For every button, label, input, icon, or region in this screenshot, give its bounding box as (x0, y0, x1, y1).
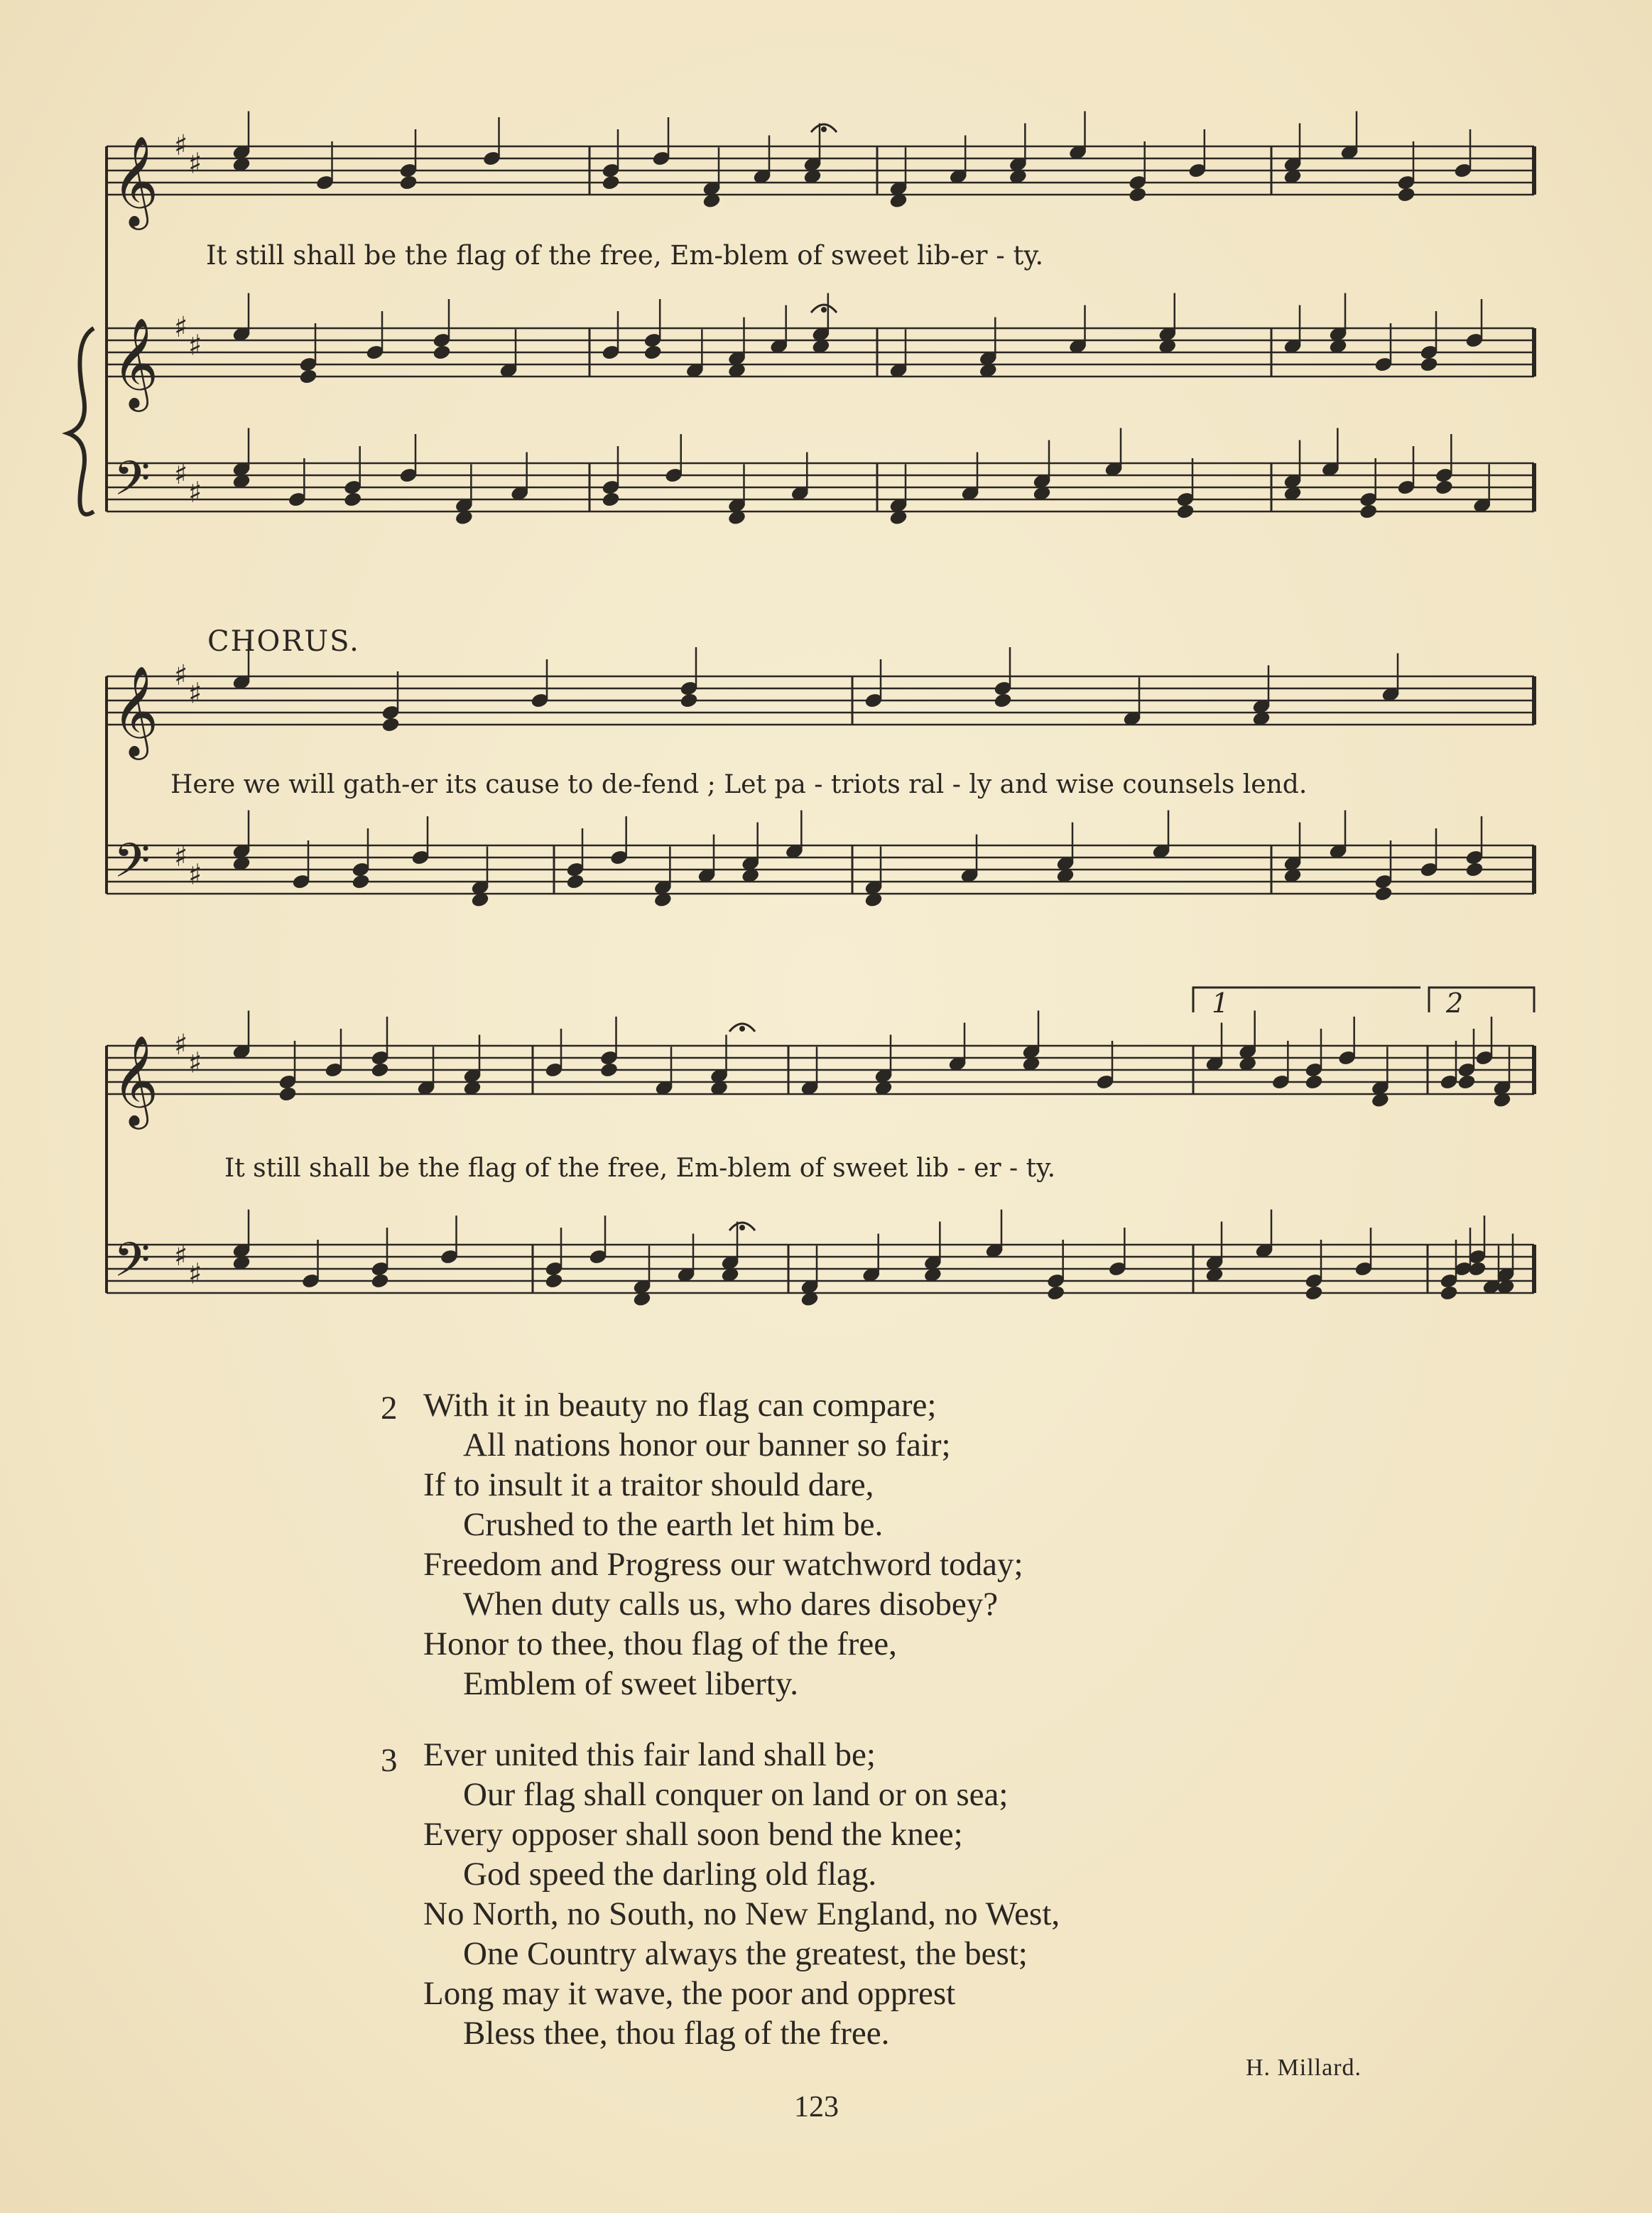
verse-line: With it in beauty no flag can compare; (423, 1387, 937, 1424)
verse-3 (381, 1735, 1307, 2053)
clefs (112, 129, 202, 1299)
brace (68, 124, 1534, 1293)
note-head (1465, 862, 1484, 878)
note-head (381, 717, 400, 733)
treble-clef-icon: 𝄞 (112, 1034, 159, 1125)
verse-line: When duty calls us, who dares disobey? (463, 1586, 999, 1623)
verse-line: If to insult it a traitor should dare, (423, 1466, 874, 1503)
fermata-dot (822, 308, 827, 313)
sharp-icon: ♯ (188, 1046, 202, 1080)
note-head (1457, 1074, 1476, 1091)
note-head (1305, 1285, 1323, 1302)
sharp-icon: ♯ (174, 129, 188, 162)
verse-line: Emblem of sweet liberty. (463, 1665, 799, 1702)
sharp-icon: ♯ (188, 858, 202, 892)
note-head (602, 175, 620, 191)
verse-line: No North, no South, no New England, no West, (423, 1895, 1060, 1932)
chorus-label: CHORUS. (207, 625, 360, 658)
notes (232, 112, 1515, 1307)
sharp-icon: ♯ (174, 311, 188, 344)
treble-clef-icon: 𝄞 (112, 665, 159, 756)
treble-clef-icon: 𝄞 (112, 135, 159, 226)
treble-clef-icon: 𝄞 (112, 317, 159, 408)
note-head (352, 874, 370, 890)
note-head (643, 345, 662, 361)
verse-number: 3 (381, 1742, 398, 1779)
verse-line: Long may it wave, the poor and opprest (423, 1975, 956, 2012)
author-credit: H. Millard. (1246, 2055, 1362, 2081)
bass-clef-icon: 𝄢 (114, 1233, 151, 1299)
sharp-icon: ♯ (174, 1029, 188, 1061)
staff-lines (107, 146, 1534, 1293)
note-head (399, 175, 418, 191)
verse-line: Honor to thee, thou flag of the free, (423, 1625, 897, 1662)
barlines (533, 146, 1534, 1293)
note-head (1440, 1285, 1458, 1302)
system3-lyric: It still shall be the flag of the free, Em-blem of sweet lib - er - ty. (224, 1154, 1056, 1183)
note-head (371, 1273, 389, 1289)
verse-line: Our flag shall conquer on land or on sea; (463, 1776, 1009, 1813)
system1-lyric: It still shall be the flag of the free, Em-blem of sweet lib-er - ty. (206, 240, 1044, 271)
sharp-icon: ♯ (188, 147, 202, 180)
note-head (1359, 504, 1378, 520)
bass-clef-icon: 𝄢 (114, 833, 151, 899)
note-head (1420, 357, 1438, 373)
second-ending-bracket (1429, 988, 1534, 1012)
verse-2 (381, 1385, 1307, 1704)
second-ending-label: 2 (1446, 988, 1464, 1019)
sharp-icon: ♯ (188, 329, 202, 362)
note-head (278, 1086, 297, 1103)
note-head (1129, 187, 1147, 203)
note-head (433, 345, 451, 361)
note-head (1305, 1074, 1323, 1091)
verse-line: All nations honor our banner so fair; (463, 1427, 951, 1463)
page-number: 123 (794, 2091, 839, 2123)
first-ending-label: 1 (1212, 988, 1229, 1019)
verse-line: Crushed to the earth let him be. (463, 1506, 884, 1543)
sharp-icon: ♯ (188, 476, 202, 509)
note-head (1047, 1285, 1065, 1302)
note-head (545, 1273, 563, 1289)
note-head (299, 369, 317, 385)
verse-number: 2 (381, 1390, 398, 1427)
sharp-icon: ♯ (174, 1240, 188, 1272)
sharp-icon: ♯ (188, 1257, 202, 1291)
sharp-icon: ♯ (174, 840, 188, 873)
sharp-icon: ♯ (174, 659, 188, 692)
sharp-icon: ♯ (174, 458, 188, 491)
fermata-dot (740, 1027, 745, 1032)
verse-line: God speed the darling old flag. (463, 1856, 877, 1893)
verse-line: Freedom and Progress our watchword today; (423, 1546, 1023, 1583)
bass-clef-icon: 𝄢 (114, 451, 151, 517)
note-head (566, 874, 585, 890)
note-head (1435, 480, 1453, 496)
fermata-dot (740, 1225, 745, 1230)
verse-line: Every opposer shall soon bend the knee; (423, 1816, 963, 1853)
sharp-icon: ♯ (188, 677, 202, 710)
verse-line: Ever united this fair land shall be; (423, 1736, 876, 1773)
verse-line: Bless thee, thou flag of the free. (463, 2015, 890, 2052)
note-head (1397, 187, 1415, 203)
note-head (602, 492, 620, 508)
note-head (371, 1062, 389, 1078)
note-head (1374, 886, 1393, 902)
verse-line: One Country always the greatest, the best; (463, 1935, 1028, 1972)
system2-lyric: Here we will gath-er its cause to de-fend ; Let pa - triots ral - ly and wise counsels lend. (170, 770, 1308, 799)
note-head (1176, 504, 1195, 520)
note-head (680, 693, 698, 709)
fermata-dot (822, 127, 827, 132)
note-head (344, 492, 362, 508)
note-head (994, 693, 1012, 709)
note-head (599, 1062, 618, 1078)
grand-staff-brace (68, 328, 94, 514)
